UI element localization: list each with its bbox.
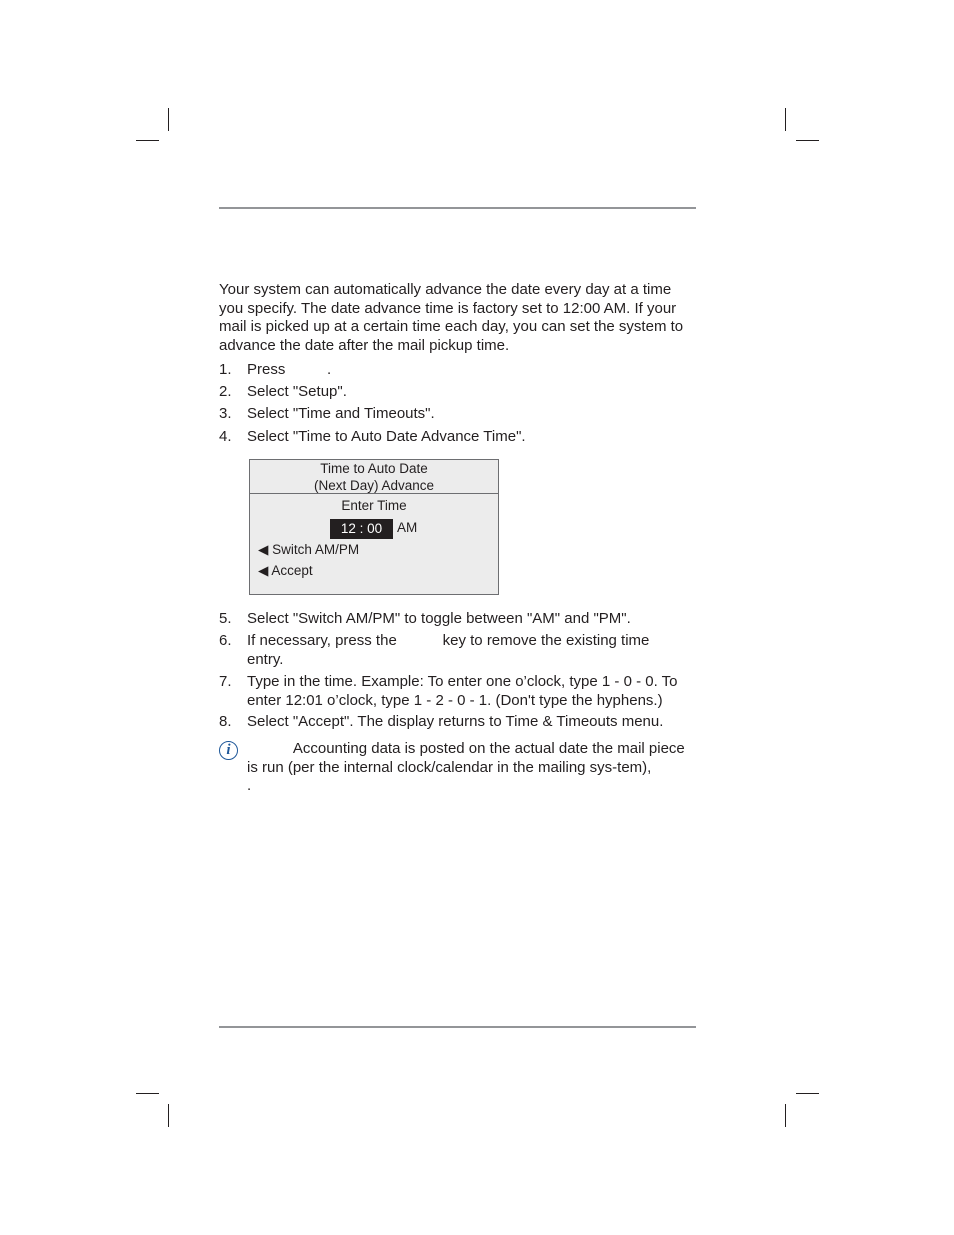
step-number: 6.: [219, 632, 232, 649]
step-number: 5.: [219, 610, 232, 627]
step-text: If necessary, press the key to remove the existing time entry.: [247, 632, 654, 668]
display-screen: [249, 459, 499, 595]
screen-title: [250, 460, 498, 494]
step-number: 7.: [219, 673, 232, 690]
list-item: [219, 405, 699, 424]
step-number: 3.: [219, 405, 232, 422]
note-text: Accounting data is posted on the actual date the mail piece is run (per the internal clock/calendar in the mailing sys-tem), .: [247, 740, 939, 794]
time-entry-field[interactable]: 12 : 00: [330, 519, 393, 539]
step-text: Select "Accept". The display returns to Time & Timeouts menu.: [247, 713, 664, 730]
step-text: Type in the time. Example: To enter one o’clock, type 1 - 0 - 0. To enter 12:01 o’clock, type 1 - 2 - 0 - 1. (Don't type the hyphens.): [247, 673, 678, 709]
header-rule: [219, 207, 696, 209]
info-icon: i: [219, 741, 238, 760]
screen-title-line: Time to Auto Date: [320, 461, 428, 476]
crop-mark: [785, 108, 786, 131]
list-item: [219, 428, 699, 447]
crop-mark: [796, 140, 819, 141]
step-number: 4.: [219, 428, 232, 445]
step-text: Select "Time to Auto Date Advance Time".: [247, 428, 526, 445]
footer-rule: [219, 1026, 696, 1028]
step-text: Press .: [247, 361, 332, 378]
list-item: [219, 713, 699, 732]
screen-title-line: (Next Day) Advance: [313, 478, 435, 493]
intro-paragraph: Your system can automatically advance the date every day at a time you specify. The date advance time is factory set to 12:00 AM. If your mail is picked up at a certain time each day, you can set the system to advance the date after the mail pickup time.: [219, 281, 684, 355]
crop-mark: [168, 1104, 169, 1127]
step-text: Select "Setup".: [247, 383, 347, 400]
crop-mark: [168, 108, 169, 131]
list-item: [219, 673, 699, 710]
list-item: [219, 632, 699, 669]
step-text: Select "Switch AM/PM" to toggle between "AM" and "PM".: [247, 610, 631, 627]
accept-option[interactable]: ◀ Accept: [258, 563, 313, 578]
list-item: [219, 610, 699, 629]
step-number: 8.: [219, 713, 232, 730]
step-text: Select "Time and Timeouts".: [247, 405, 435, 422]
ampm-indicator: AM: [397, 520, 418, 535]
list-item: [219, 383, 699, 402]
switch-ampm-option[interactable]: ◀ Switch AM/PM: [258, 542, 360, 557]
step-number: 1.: [219, 361, 232, 378]
step-number: 2.: [219, 383, 232, 400]
list-item: [219, 361, 699, 380]
crop-mark: [136, 1093, 159, 1094]
crop-mark: [136, 140, 159, 141]
screen-label: Enter Time: [341, 498, 407, 513]
crop-mark: [785, 1104, 786, 1127]
crop-mark: [796, 1093, 819, 1094]
